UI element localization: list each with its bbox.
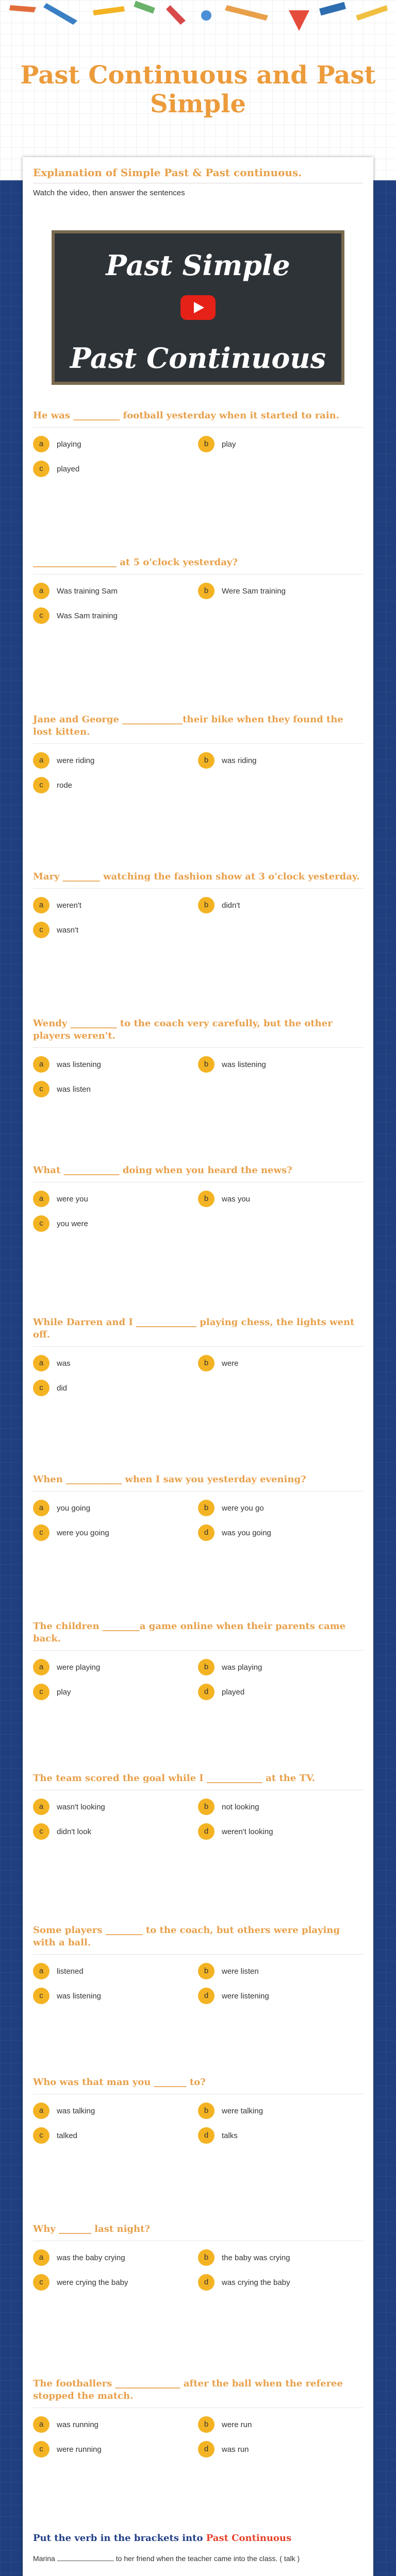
- option-letter-badge: a: [33, 583, 50, 599]
- question-block: [23, 556, 373, 631]
- answer-option-c[interactable]: [33, 1379, 188, 1397]
- instruction-text: Put the verb in the brackets into: [33, 2533, 206, 2544]
- answer-option-c[interactable]: [33, 1683, 188, 1701]
- option-text: played: [222, 1687, 245, 1697]
- answer-option-a[interactable]: [33, 2102, 188, 2120]
- option-text: were: [222, 1359, 239, 1368]
- option-letter-badge: c: [33, 461, 50, 477]
- question-text: Wendy __________ to the coach very carefully, but the other players weren't.: [33, 1018, 363, 1048]
- question-text: Some players ________ to the coach, but others were playing with a ball.: [33, 1924, 363, 1955]
- option-letter-badge: c: [33, 1380, 50, 1396]
- option-text: was talking: [57, 2106, 95, 2115]
- question-block: [23, 871, 373, 945]
- option-letter-badge: c: [33, 2274, 50, 2291]
- answer-option-a[interactable]: [33, 2415, 188, 2434]
- answer-option-a[interactable]: [33, 2248, 188, 2267]
- video-title-line1: Past Simple: [106, 249, 290, 282]
- option-text: wasn't looking: [57, 1802, 105, 1811]
- option-letter-badge: c: [33, 1524, 50, 1541]
- answer-option-c[interactable]: [33, 1987, 188, 2005]
- answer-option-c[interactable]: [33, 1214, 188, 1233]
- option-letter-badge: a: [33, 752, 50, 769]
- option-letter-badge: b: [198, 2103, 214, 2119]
- answer-options: [33, 1354, 363, 1403]
- question-text: Who was that man you _______ to?: [33, 2076, 363, 2094]
- option-text: didn't look: [57, 1827, 92, 1836]
- option-letter-badge: a: [33, 1799, 50, 1815]
- answer-option-c[interactable]: [33, 2440, 188, 2459]
- fill-in-block: [23, 2532, 373, 2565]
- answer-option-d[interactable]: [198, 1822, 353, 1841]
- intro-section: [23, 162, 373, 197]
- intro-subtitle: Watch the video, then answer the sentences: [33, 189, 185, 197]
- option-letter-badge: c: [33, 1988, 50, 2004]
- answer-option-c[interactable]: [33, 1822, 188, 1841]
- option-letter-badge: b: [198, 1056, 214, 1073]
- header: [0, 0, 396, 180]
- option-text: playing: [57, 439, 81, 449]
- option-letter-badge: c: [33, 1215, 50, 1232]
- option-letter-badge: c: [33, 2127, 50, 2144]
- option-text: were running: [57, 2445, 102, 2454]
- option-text: weren't looking: [222, 1827, 273, 1836]
- option-text: was listening: [57, 1060, 101, 1069]
- answer-option-c[interactable]: [33, 606, 188, 625]
- answer-option-b[interactable]: [198, 1798, 353, 1816]
- option-letter-badge: b: [198, 1659, 214, 1675]
- answer-option-a[interactable]: [33, 1354, 188, 1372]
- option-text: was you: [222, 1194, 251, 1204]
- answer-options: [33, 2248, 363, 2298]
- option-text: talks: [222, 2131, 238, 2140]
- answer-option-c[interactable]: [33, 2126, 188, 2145]
- option-letter-badge: d: [198, 1823, 214, 1840]
- option-text: the baby was crying: [222, 2253, 290, 2262]
- question-block: [23, 1473, 373, 1548]
- option-letter-badge: c: [33, 922, 50, 938]
- question-block: [23, 2378, 373, 2465]
- question-block: [23, 1164, 373, 1239]
- answer-options: [33, 2102, 363, 2151]
- answer-option-b[interactable]: [198, 1962, 353, 1980]
- question-text: Why _______ last night?: [33, 2223, 363, 2241]
- answer-option-b[interactable]: [198, 2248, 353, 2267]
- option-text: was riding: [222, 756, 257, 765]
- option-text: was you going: [222, 1528, 271, 1537]
- answer-options: [33, 1798, 363, 1847]
- option-text: was crying the baby: [222, 2278, 290, 2287]
- answer-option-b[interactable]: [198, 1055, 353, 1074]
- option-text: were listen: [222, 1967, 259, 1976]
- answer-options: [33, 435, 363, 484]
- option-text: were crying the baby: [57, 2278, 128, 2287]
- option-letter-badge: c: [33, 607, 50, 624]
- option-letter-badge: d: [198, 2274, 214, 2291]
- option-text: were listening: [222, 1991, 269, 2001]
- intro-heading: Explanation of Simple Past & Past continuous.: [33, 162, 363, 183]
- question-text: Jane and George _____________their bike when they found the lost kitten.: [33, 714, 363, 744]
- answer-option-b[interactable]: [198, 582, 353, 600]
- option-letter-badge: c: [33, 2441, 50, 2458]
- option-letter-badge: c: [33, 1823, 50, 1840]
- decorative-pencils-icon: [0, 0, 396, 57]
- option-letter-badge: a: [33, 1355, 50, 1371]
- answer-option-b[interactable]: [198, 1354, 353, 1372]
- answer-option-c[interactable]: [33, 776, 188, 794]
- option-text: Was training Sam: [57, 586, 118, 596]
- option-text: wasn't: [57, 925, 79, 935]
- answer-option-b[interactable]: [198, 751, 353, 770]
- option-text: played: [57, 464, 80, 473]
- option-letter-badge: b: [198, 752, 214, 769]
- option-text: didn't: [222, 901, 240, 910]
- answer-options: [33, 1499, 363, 1548]
- option-letter-badge: b: [198, 897, 214, 913]
- question-text: He was __________ football yesterday when it started to rain.: [33, 410, 363, 428]
- option-letter-badge: b: [198, 1355, 214, 1371]
- answer-option-b[interactable]: [198, 2102, 353, 2120]
- option-text: was playing: [222, 1663, 262, 1672]
- option-letter-badge: b: [198, 1500, 214, 1516]
- option-text: was: [57, 1359, 71, 1368]
- question-text: What ____________ doing when you heard the news?: [33, 1164, 363, 1182]
- option-text: not looking: [222, 1802, 259, 1811]
- answer-option-d[interactable]: [198, 2440, 353, 2459]
- question-text: The team scored the goal while I ____________ at the TV.: [33, 1772, 363, 1790]
- option-text: were you: [57, 1194, 88, 1204]
- answer-option-d[interactable]: [198, 1683, 353, 1701]
- option-letter-badge: d: [198, 1524, 214, 1541]
- option-text: did: [57, 1383, 68, 1393]
- answer-option-b[interactable]: [198, 1190, 353, 1208]
- option-letter-badge: a: [33, 897, 50, 913]
- play-icon[interactable]: [180, 295, 216, 320]
- option-letter-badge: a: [33, 2416, 50, 2433]
- answer-option-a[interactable]: [33, 896, 188, 914]
- sentence-end: to her friend when the teacher came into the class. ( talk ): [116, 2554, 300, 2563]
- question-block: [23, 1924, 373, 2011]
- answer-option-a[interactable]: [33, 1499, 188, 1517]
- option-text: was running: [57, 2420, 98, 2429]
- option-text: were you go: [222, 1503, 264, 1513]
- answer-option-b[interactable]: [198, 1658, 353, 1676]
- option-text: were run: [222, 2420, 252, 2429]
- answer-option-d[interactable]: [198, 1523, 353, 1542]
- answer-option-a[interactable]: [33, 751, 188, 770]
- answer-option-a[interactable]: [33, 1798, 188, 1816]
- video-player[interactable]: [52, 230, 344, 385]
- answer-option-a[interactable]: [33, 582, 188, 600]
- answer-option-c[interactable]: [33, 460, 188, 478]
- option-text: talked: [57, 2131, 78, 2140]
- answer-option-a[interactable]: [33, 435, 188, 453]
- answer-option-d[interactable]: [198, 2273, 353, 2292]
- question-text: The footballers ______________ after the ball when the referee stopped the match.: [33, 2378, 363, 2408]
- answer-options: [33, 751, 363, 801]
- option-letter-badge: a: [33, 2103, 50, 2119]
- option-letter-badge: c: [33, 777, 50, 793]
- option-text: play: [222, 439, 236, 449]
- option-text: weren't: [57, 901, 81, 910]
- option-letter-badge: c: [33, 1684, 50, 1700]
- answer-option-c[interactable]: [33, 921, 188, 939]
- question-text: The children ________a game online when their parents came back.: [33, 1620, 363, 1651]
- question-block: [23, 714, 373, 801]
- page-title: Past Continuous and Past Simple: [20, 61, 376, 118]
- option-text: was listen: [57, 1084, 91, 1094]
- option-letter-badge: b: [198, 2249, 214, 2266]
- option-text: were you going: [57, 1528, 109, 1537]
- instruction-title: [33, 2532, 363, 2545]
- option-text: were talking: [222, 2106, 263, 2115]
- option-letter-badge: a: [33, 2249, 50, 2266]
- answer-option-c[interactable]: [33, 2273, 188, 2292]
- answer-option-c[interactable]: [33, 1523, 188, 1542]
- answer-options: [33, 1658, 363, 1707]
- answer-option-a[interactable]: [33, 1962, 188, 1980]
- option-text: were riding: [57, 756, 95, 765]
- option-letter-badge: b: [198, 583, 214, 599]
- answer-option-b[interactable]: [198, 896, 353, 914]
- option-text: play: [57, 1687, 71, 1697]
- answer-options: [33, 582, 363, 631]
- answer-options: [33, 1190, 363, 1239]
- answer-options: [33, 1055, 363, 1105]
- answer-option-a[interactable]: [33, 1055, 188, 1074]
- question-block: [23, 2223, 373, 2298]
- answer-options: [33, 1962, 363, 2011]
- option-letter-badge: b: [198, 436, 214, 452]
- sentence: [33, 2552, 363, 2565]
- option-text: rode: [57, 781, 73, 790]
- option-text: was listening: [57, 1991, 101, 2001]
- question-text: __________________ at 5 o'clock yesterday?: [33, 556, 363, 574]
- option-letter-badge: a: [33, 1191, 50, 1207]
- option-text: was listening: [222, 1060, 266, 1069]
- option-letter-badge: b: [198, 1963, 214, 1979]
- question-block: [23, 2076, 373, 2151]
- answer-option-d[interactable]: [198, 1987, 353, 2005]
- option-letter-badge: d: [198, 2441, 214, 2458]
- sentence-start: Marina: [33, 2554, 55, 2563]
- question-block: [23, 1620, 373, 1707]
- answer-options: [33, 896, 363, 945]
- question-text: When ____________ when I saw you yesterday evening?: [33, 1473, 363, 1492]
- option-text: was the baby crying: [57, 2253, 125, 2262]
- instruction-highlight: Past Continuous: [206, 2533, 292, 2544]
- option-letter-badge: b: [198, 1191, 214, 1207]
- answer-option-c[interactable]: [33, 1080, 188, 1098]
- question-text: While Darren and I _____________ playing chess, the lights went off.: [33, 1316, 363, 1347]
- option-letter-badge: a: [33, 436, 50, 452]
- answer-option-b[interactable]: [198, 2415, 353, 2434]
- question-block: [23, 1018, 373, 1105]
- question-block: [23, 410, 373, 484]
- video-title-line2: Past Continuous: [70, 342, 326, 375]
- answer-options: [33, 2415, 363, 2465]
- option-letter-badge: c: [33, 1081, 50, 1097]
- answer-option-d[interactable]: [198, 2126, 353, 2145]
- option-letter-badge: d: [198, 1988, 214, 2004]
- question-block: [23, 1772, 373, 1847]
- option-letter-badge: a: [33, 1500, 50, 1516]
- option-text: were playing: [57, 1663, 101, 1672]
- option-letter-badge: a: [33, 1963, 50, 1979]
- answer-option-a[interactable]: [33, 1658, 188, 1676]
- question-block: [23, 1316, 373, 1403]
- option-letter-badge: b: [198, 2416, 214, 2433]
- option-letter-badge: a: [33, 1056, 50, 1073]
- option-letter-badge: b: [198, 1799, 214, 1815]
- question-text: Mary ________ watching the fashion show at 3 o'clock yesterday.: [33, 871, 363, 889]
- option-text: Were Sam training: [222, 586, 286, 596]
- answer-option-a[interactable]: [33, 1190, 188, 1208]
- option-letter-badge: d: [198, 1684, 214, 1700]
- option-letter-badge: a: [33, 1659, 50, 1675]
- option-text: listened: [57, 1967, 84, 1976]
- answer-option-b[interactable]: [198, 435, 353, 453]
- option-text: you were: [57, 1219, 88, 1228]
- option-text: was run: [222, 2445, 249, 2454]
- answer-option-b[interactable]: [198, 1499, 353, 1517]
- option-letter-badge: d: [198, 2127, 214, 2144]
- option-text: Was Sam training: [57, 611, 118, 620]
- option-text: you going: [57, 1503, 91, 1513]
